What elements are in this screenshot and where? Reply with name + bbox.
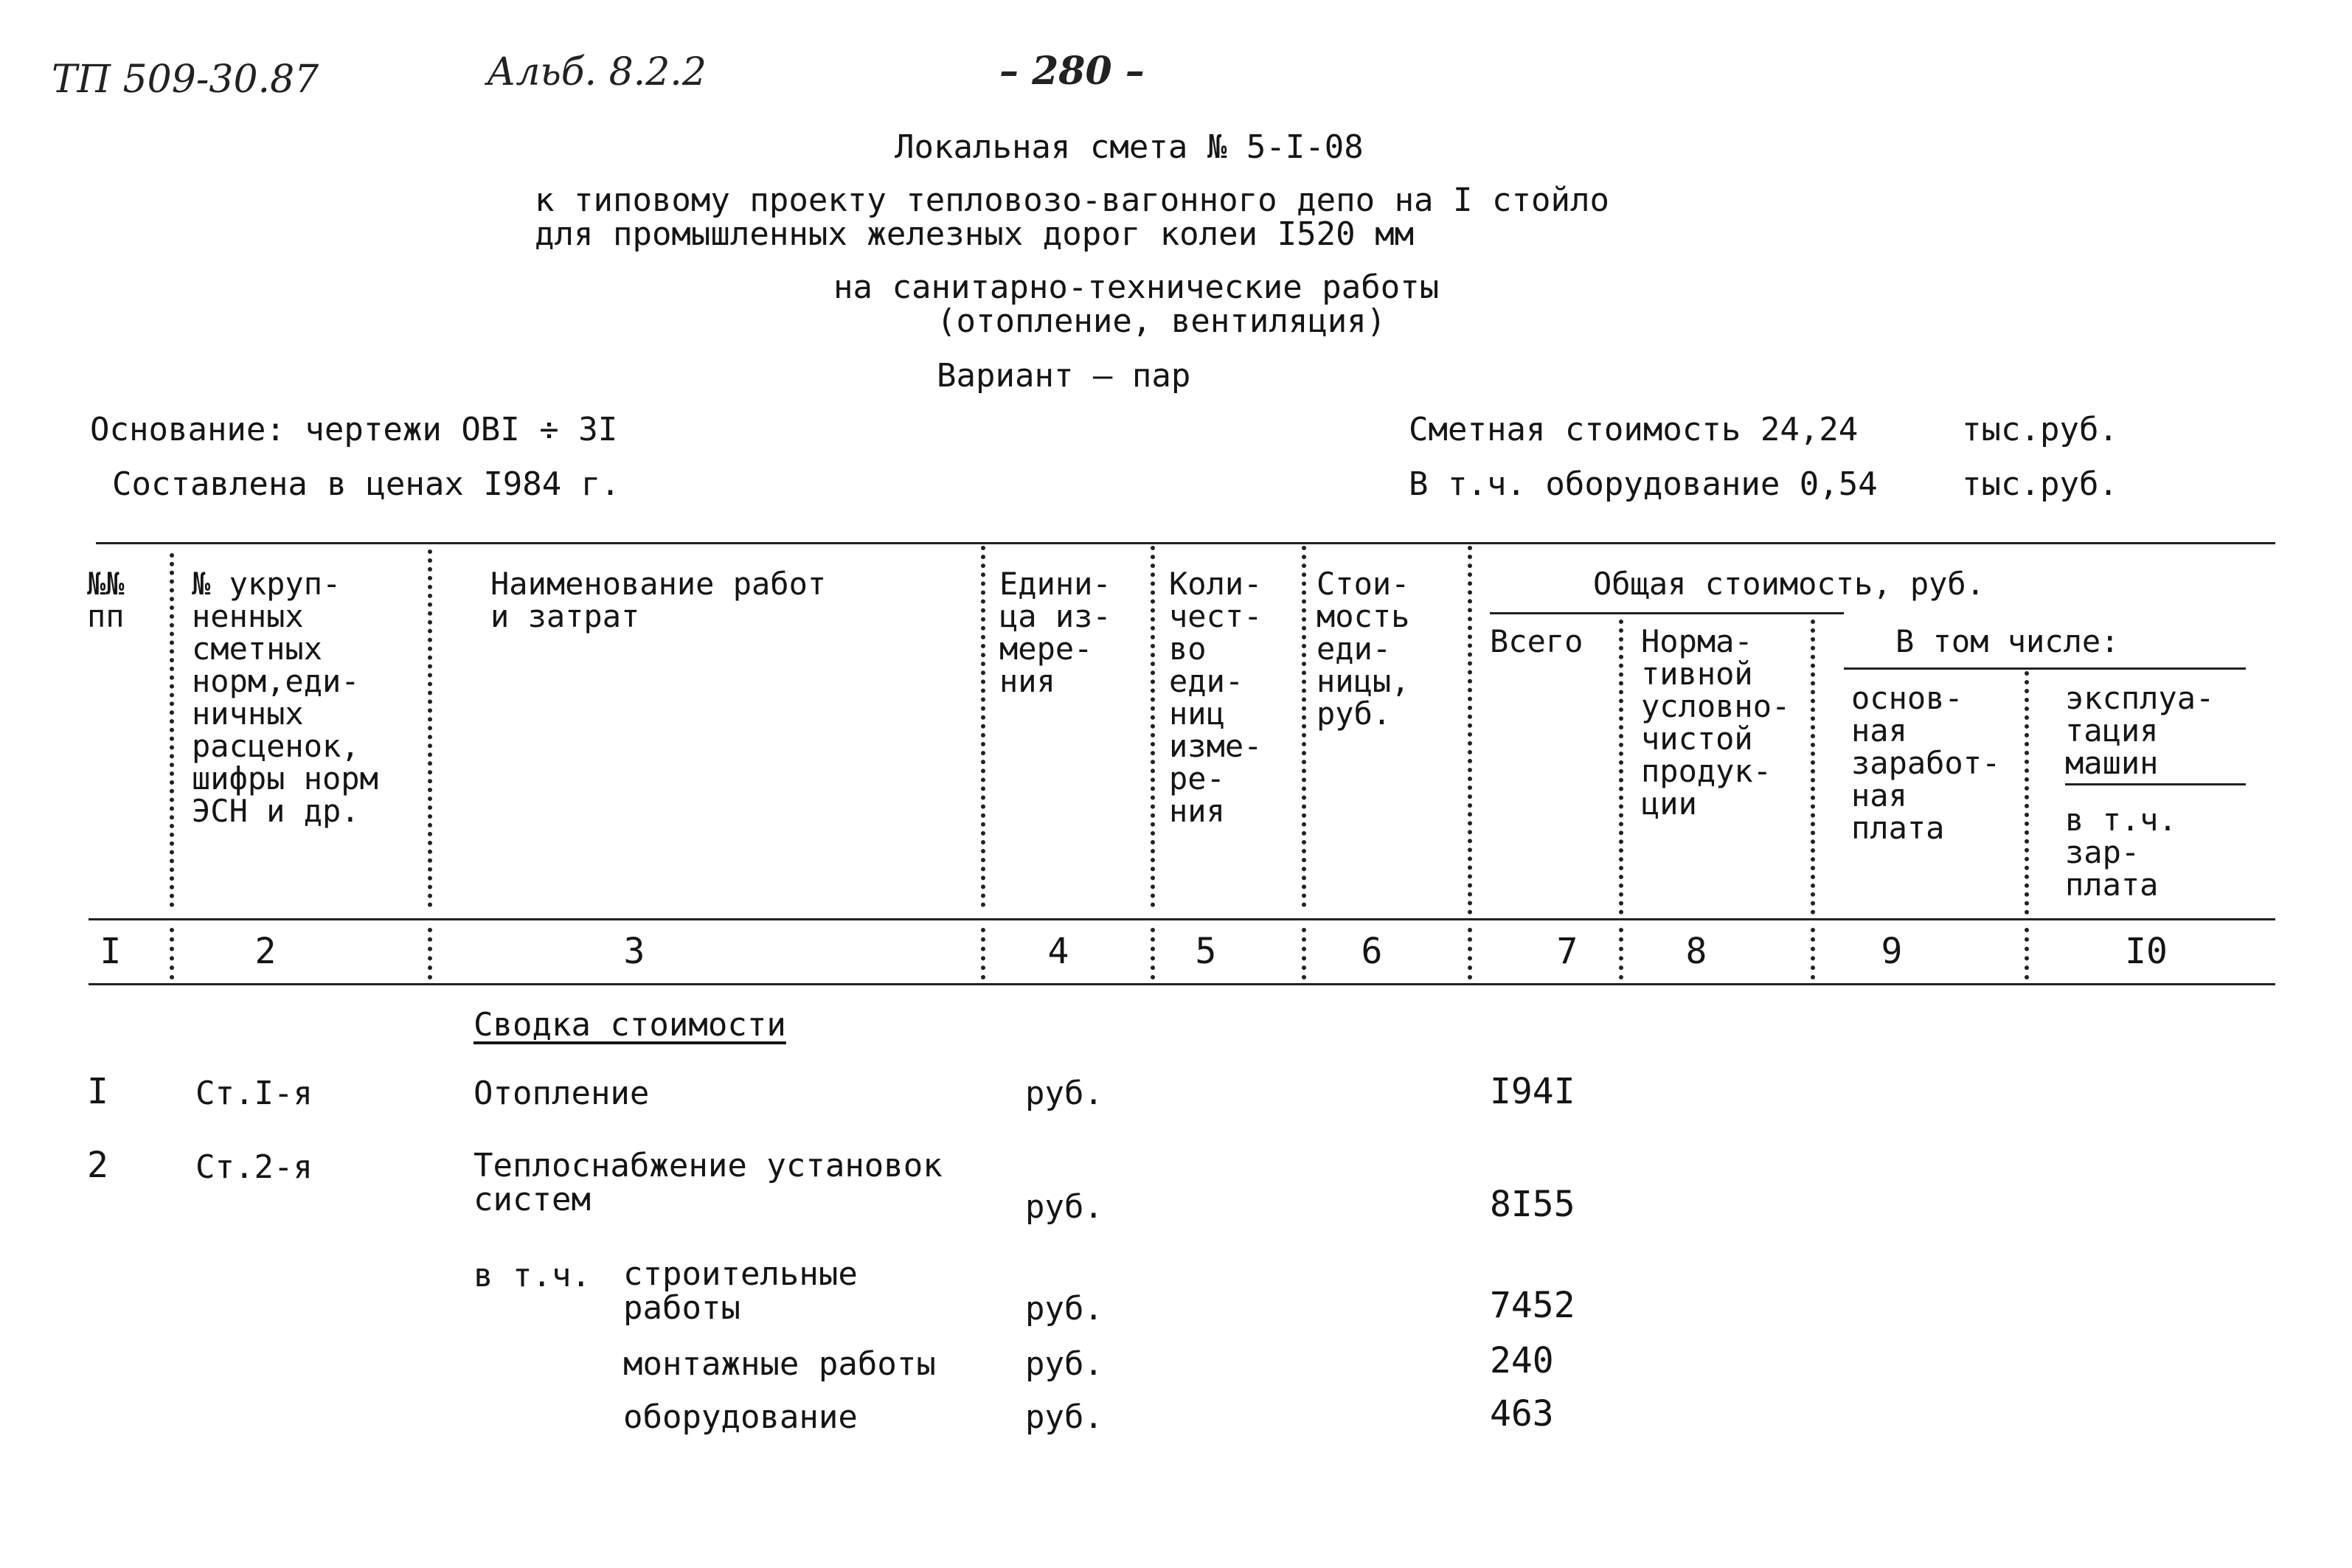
row-code: Ст.2-я [195, 1148, 313, 1186]
col-divider [981, 546, 985, 907]
col-number: 9 [1881, 931, 1903, 972]
row-unit: руб. [1025, 1188, 1103, 1226]
row-name: Теплоснабжение установок систем [473, 1147, 943, 1218]
col-divider [2025, 671, 2029, 915]
equipment-cost-unit: тыс.руб. [1962, 465, 2118, 503]
incl-group-rule [1844, 667, 2246, 670]
col-number: 3 [623, 931, 645, 972]
subrows-prefix: в т.ч. [473, 1257, 591, 1294]
project-subtitle: к типовому проекту тепловозо-вагонного депо на I стойло [535, 181, 1609, 219]
project-code: ТП 509-30.87 [52, 58, 319, 102]
num-divider [1468, 928, 1472, 979]
col-number: 5 [1195, 931, 1217, 972]
col-header-unit-price: Стои- мость еди- ницы, руб. [1317, 566, 1410, 732]
subrow-unit: руб. [1025, 1398, 1103, 1436]
col-header-incl-group: В том числе: [1895, 623, 2120, 659]
col-number: I [100, 931, 122, 972]
section-title: Сводка стоимости [473, 1006, 786, 1044]
num-divider [428, 928, 432, 979]
subrow-unit: руб. [1025, 1290, 1103, 1328]
col-header-total: Всего [1490, 623, 1583, 659]
subrow-name: оборудование [623, 1398, 858, 1436]
col-number: 2 [254, 931, 277, 972]
subrow-total: 463 [1490, 1393, 1554, 1435]
num-divider [1811, 928, 1815, 979]
num-divider [170, 928, 174, 979]
col-header-machines: эксплуа- тация машин [2065, 680, 2215, 781]
row-total: I94I [1490, 1071, 1575, 1112]
numbers-rule [89, 983, 2275, 985]
col-header-name: Наименование работ и затрат [490, 566, 827, 634]
equipment-cost: В т.ч. оборудование 0,54 [1409, 465, 1878, 503]
num-divider [1151, 928, 1155, 979]
subrow-name: строительные работы [623, 1255, 858, 1327]
album-number: Альб. 8.2.2 [487, 50, 707, 94]
page-number: – 280 – [999, 49, 1145, 94]
col-divider [428, 549, 432, 907]
works-detail: (отопление, вентиляция) [937, 302, 1387, 340]
row-unit: руб. [1025, 1075, 1103, 1112]
col-header-unit: Едини- ца из- мере- ния [999, 566, 1111, 699]
col-header-num: №№ пп [87, 566, 125, 634]
col-header-wages: основ- ная заработ- ная плата [1851, 680, 2001, 846]
subrow-total: 240 [1490, 1340, 1554, 1381]
subrow-unit: руб. [1025, 1345, 1103, 1383]
col-header-nucp: Норма- тивной условно- чистой продук- ции [1641, 623, 1791, 822]
project-subtitle-2: для промышленных железных дорог колеи I520 мм [535, 215, 1415, 253]
col-number: 4 [1047, 931, 1069, 972]
row-code: Ст.I-я [195, 1075, 313, 1112]
row-number: I [87, 1071, 108, 1112]
row-name: Отопление [473, 1075, 650, 1112]
col-number: 6 [1361, 931, 1383, 972]
subrow-total: 7452 [1490, 1285, 1575, 1326]
works-type: на санитарно-технические работы [833, 268, 1440, 306]
header-top-rule [96, 542, 2275, 544]
col-divider [1468, 546, 1472, 915]
col-divider [1811, 620, 1815, 915]
basis: Основание: чертежи ОВI ÷ 3I [90, 411, 618, 448]
col-divider [1619, 620, 1623, 915]
col-header-total-group: Общая стоимость, руб. [1593, 566, 1985, 602]
col-header-machines-wages: в т.ч. зар- плата [2065, 802, 2177, 903]
row-number: 2 [87, 1145, 108, 1186]
col-divider [170, 553, 174, 907]
header-bottom-rule [89, 918, 2275, 920]
estimated-cost-unit: тыс.руб. [1962, 411, 2118, 448]
total-group-rule [1490, 612, 1844, 614]
estimated-cost: Сметная стоимость 24,24 [1409, 411, 1859, 448]
col-number: I0 [2125, 931, 2168, 972]
num-divider [981, 928, 985, 979]
subrow-name: монтажные работы [623, 1345, 936, 1383]
col-header-code: № укруп- ненных сметных норм,еди- ничных расценок, шифры норм ЭСН и др. [192, 566, 378, 829]
row-total: 8I55 [1490, 1184, 1575, 1225]
estimate-title: Локальная смета № 5-I-08 [895, 128, 1364, 166]
col-divider [1302, 546, 1306, 907]
num-divider [2025, 928, 2029, 979]
prices-year: Составлена в ценах I984 г. [112, 465, 620, 503]
col-number: 7 [1556, 931, 1578, 972]
col-header-qty: Коли- чест- во еди- ниц изме- ре- ния [1169, 566, 1263, 829]
machines-rule [2065, 783, 2246, 785]
col-divider [1151, 546, 1155, 907]
col-number: 8 [1685, 931, 1707, 972]
variant: Вариант – пар [937, 357, 1191, 395]
num-divider [1619, 928, 1623, 979]
num-divider [1302, 928, 1306, 979]
